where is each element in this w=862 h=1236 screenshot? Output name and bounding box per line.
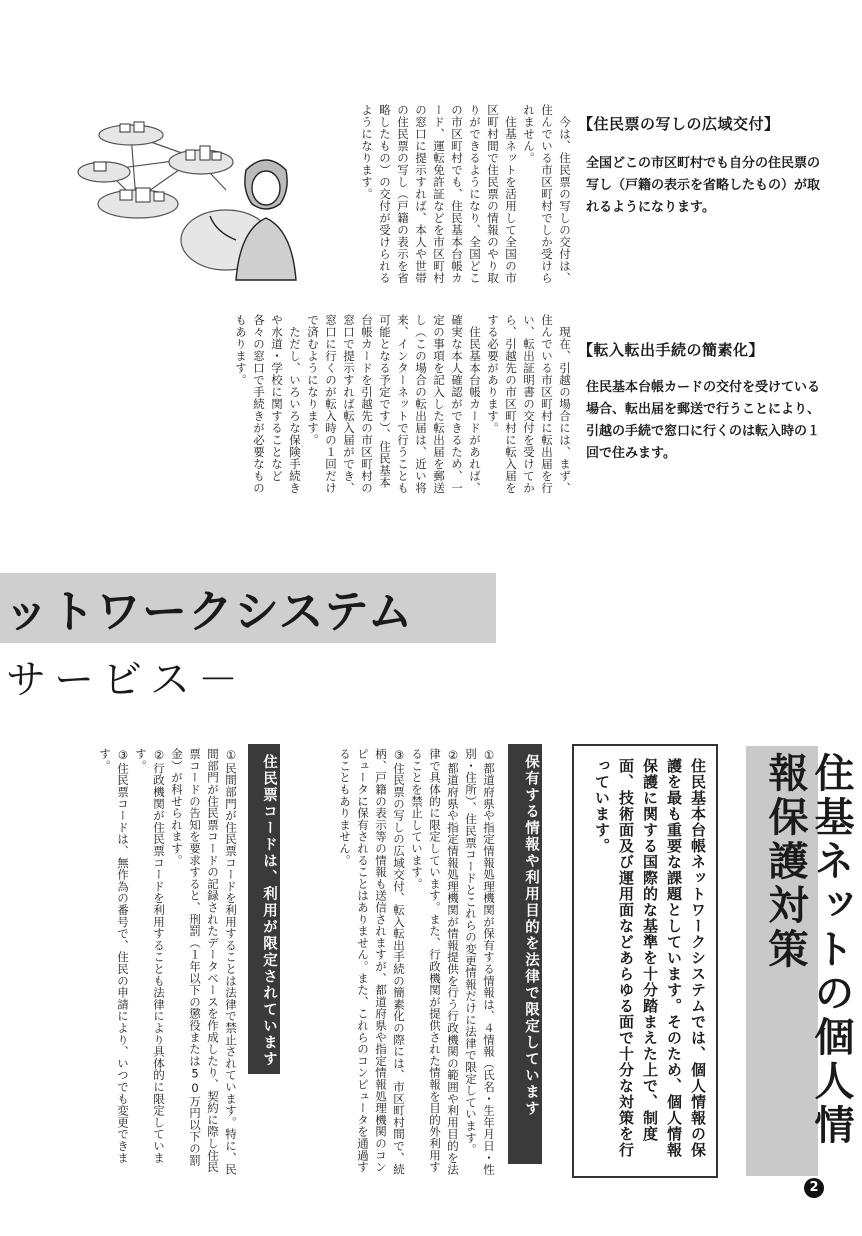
bar-restricted-info-label: 保有する情報や利用目的を法律で限定しています: [523, 754, 539, 1117]
summary-wide-area: 全国どこの市区町村でも自分の住民票の写し（戸籍の表示を省略したもの）が取れるようになります。: [586, 156, 821, 215]
move-para-1: 現在、引越の場合には、まず、住んでいる市区町村に転出届を行い、転出証明書の交付を受けてから、引越先の市区町村に転入届をする必要があります。: [486, 314, 572, 494]
wide-area-para-1: 今は、住民票の写しの交付は、住んでいる市区町村でしか受けられません。: [522, 104, 572, 284]
restricted-info-list: [300, 748, 498, 1178]
restricted-info-item-1: ①都道府県や指定情報処理機関が保有する情報は、４情報（氏名・生年月日・性別・住所）、住民票コードとこれらの変更情報だけに法律で限定しています。: [464, 748, 496, 1176]
code-restricted-item-2: ②行政機関が住民票コードを利用することも法律により具体的に限定しています。: [134, 748, 166, 1164]
summary-box-text: 住民基本台帳ネットワークシステムでは、個人情報の保護を最も重要な課題としています。そのため、個人情報保護に関する国際的な基準を十分踏まえた上で、制度面、技術面及び運用面などあらゆる面で十分な対策を行っています。: [593, 758, 707, 1158]
heading-wide-area: 【住民票の写しの広域交付】: [578, 115, 780, 133]
move-para-3: ただし、いろいろな保険手続きや水道・学校に関することなど各々の窓口で手続きが必要なものもあります。: [234, 314, 302, 494]
heading-move: 【転入転出手続の簡素化】: [578, 341, 765, 359]
wide-area-column: [358, 104, 574, 289]
banner-subtitle: サービス－: [6, 657, 246, 703]
banner-title: ットワークシステム: [4, 585, 414, 638]
summary-box: [572, 744, 718, 1178]
network-towns-illustration: [76, 110, 306, 282]
move-column: [232, 314, 574, 499]
summary-move: 住民基本台帳カードの交付を受けている場合、転出届を郵送で行うことにより、引越の手続で窓口に行くのは転入時の１回で住みます。: [586, 380, 821, 461]
bar-code-restricted-label: 住民票コードは、利用が限定されています: [261, 754, 277, 1068]
bar-restricted-info: [508, 744, 542, 1164]
code-restricted-item-1: ①民間部門が住民票コードを利用することは法律で禁止されています。特に、民間部門が住民票コードの記録されたデータベースを作成したり、契約に際し住民票コードの告知を要求すると、刑罰（１年以下の懲役または50万円以下の罰金）が科せられます。: [170, 748, 238, 1176]
section-title: 住基ネットの個人情報保護対策: [762, 752, 854, 1148]
restricted-info-item-2: ②都道府県や指定情報処理機関が情報提供を行う行政機関の範囲や利用目的を法律で具体的に限定しています。また、行政機関が提供された情報を目的外利用することを禁止しています。: [410, 748, 460, 1176]
code-restricted-item-3: ③住民票コードは、無作為の番号で、住民の申請により、いつでも変更できます。: [98, 748, 130, 1164]
restricted-info-item-3: ③住民票の写しの広域交付、転入転出手続の簡素化の際には、市区町村間で、続柄、戸籍の表示等の情報も送信されますが、都道府県や指定情報処理機関のコンピュータに保有されることはありません。また、これらのコンピュータを通過することもありません。: [338, 748, 406, 1176]
move-para-2: 住民基本台帳カードがあれば、確実な本人確認ができるため、一定の事項を記入した転出届を郵送し（この場合の転出届は、近い将来、インターネットで行うことも可能となる予定です）、住民基本台帳カードを引越先の市区町村の窓口で提示すれば転入届ができ、窓口に行くのが転入時の１回だけで済むようになります。: [306, 314, 482, 494]
bar-code-restricted: [248, 744, 280, 1074]
code-restricted-list: [70, 748, 240, 1178]
page-number: 2: [804, 1178, 824, 1198]
wide-area-para-2: 住基ネットを活用して全国の市区町村間で住民票の情報のやり取りができるようになり、全国どこの市区町村でも、住民基本台帳カード、運転免許証などを市区町村の窓口に提示すれば、本人や世帯の住民票の写し（戸籍の表示を省略したもの）の交付が受けられるようになります。: [360, 104, 518, 284]
